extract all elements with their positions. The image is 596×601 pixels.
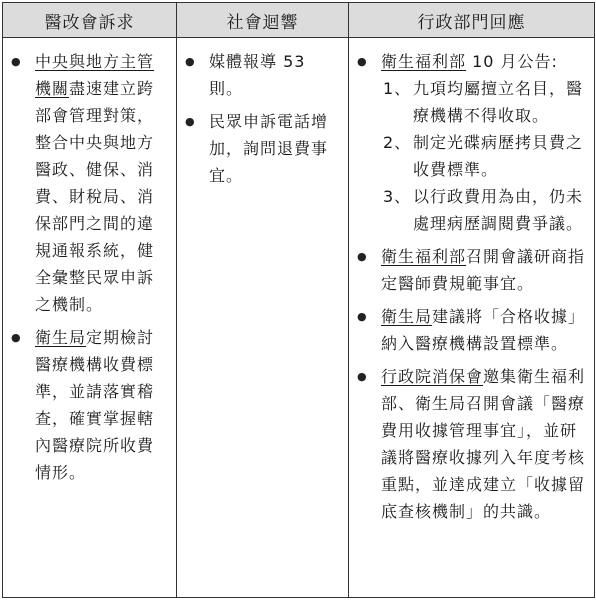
demands-cell xyxy=(3,38,177,598)
content-row xyxy=(3,38,595,598)
header-demands: 醫改會訴求 xyxy=(3,3,177,38)
sub-item xyxy=(381,75,588,129)
sub-text: 以行政費用為由，仍未處理病歷調閱費爭議。 xyxy=(413,187,584,233)
sub-number: 3、 xyxy=(383,187,412,206)
list-item xyxy=(349,303,588,357)
list-item xyxy=(3,324,170,486)
sub-number: 1、 xyxy=(383,79,412,98)
header-government-response: 行政部門回應 xyxy=(349,3,595,38)
list-item xyxy=(349,48,588,237)
item-text: 盡速建立跨部會管理對策，整合中央與地方醫政、健保、消費、財稅局、消保部門之間的違規通報系統，健全彙整民眾申訴之機制。 xyxy=(35,79,155,314)
government-response-cell xyxy=(349,38,595,598)
item-text: 召開會議研商指定醫師費規範事宜。 xyxy=(381,247,586,293)
sub-list xyxy=(381,75,588,237)
list-item xyxy=(349,363,588,525)
item-text: 定期檢討醫療機構收費標準，並請落實稽查，確實掌握轄內醫療院所收費情形。 xyxy=(35,328,155,482)
sub-text: 九項均屬擅立名目，醫療機構不得收取。 xyxy=(413,79,584,125)
sub-item xyxy=(381,129,588,183)
list-item xyxy=(349,243,588,297)
social-response-list xyxy=(177,38,348,189)
item-lead: 衛生福利部 xyxy=(381,52,467,71)
item-lead: 中央與地方主管機關 xyxy=(35,52,155,98)
list-item: ● 民眾申訴電話增加，詢問退費事宜。 xyxy=(177,108,342,189)
demands-list xyxy=(3,38,176,486)
sub-item xyxy=(381,183,588,237)
header-row xyxy=(3,3,595,38)
header-social-response: 社會迴響 xyxy=(177,3,349,38)
government-response-list xyxy=(349,38,594,525)
sub-number: 2、 xyxy=(383,133,412,152)
item-text: 10 月公告: xyxy=(466,52,558,71)
list-item: ● 媒體報導 53 則。 xyxy=(177,48,342,102)
social-response-cell xyxy=(177,38,349,598)
item-lead: 行政院消保會 xyxy=(381,367,484,386)
item-text: 邀集衛生福利部、衛生局召開會議「醫療費用收據管理事宜」，並研議將醫療收據列入年度考核重點，並達成建立「收據留底查核機制」的共識。 xyxy=(381,367,586,521)
policy-table xyxy=(2,2,595,598)
item-lead: 衛生局 xyxy=(35,328,87,347)
item-lead: 衛生福利部 xyxy=(381,247,467,266)
list-item xyxy=(3,48,170,318)
sub-text: 制定光碟病歷拷貝費之收費標準。 xyxy=(413,133,584,179)
item-text: 建議將「合格收據」納入醫療機構設置標準。 xyxy=(381,307,586,353)
item-lead: 衛生局 xyxy=(381,307,433,326)
